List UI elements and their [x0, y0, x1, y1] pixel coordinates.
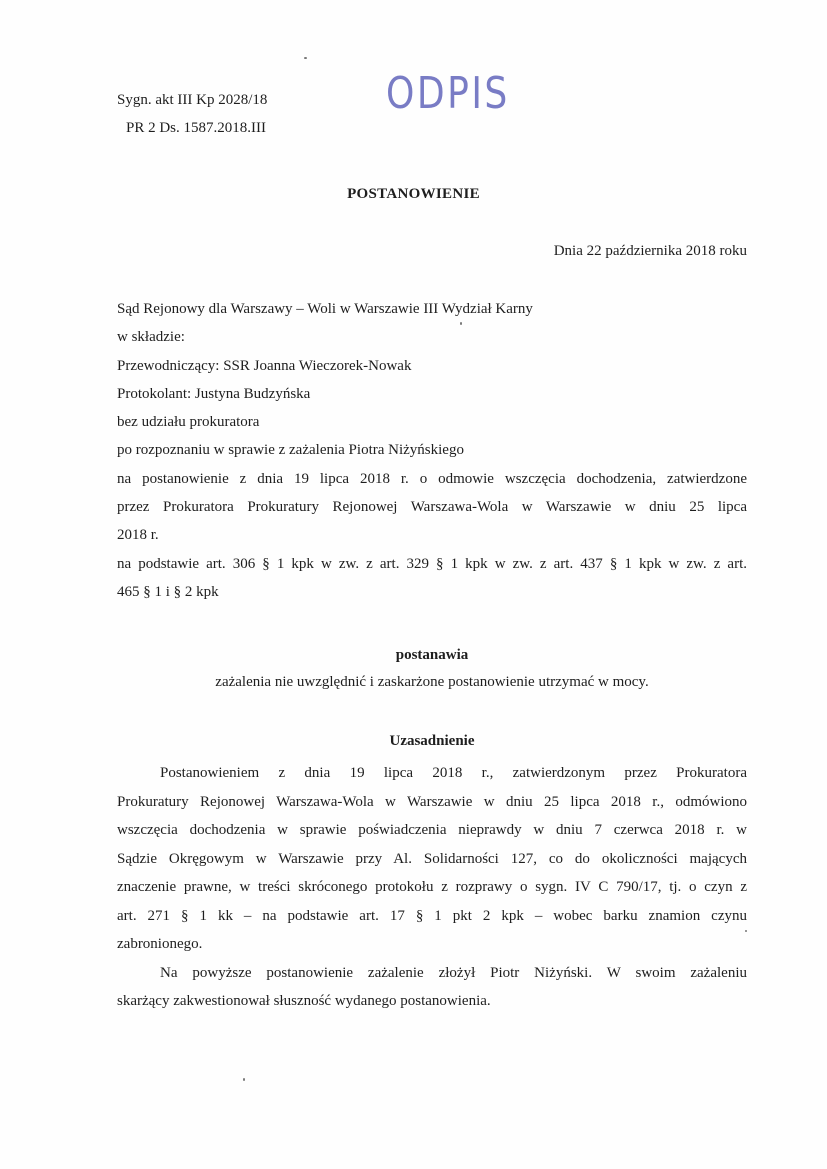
reasons-line: Sądzie Okręgowym w Warszawie przy Al. Solidarności 127, co do okoliczności mających [117, 850, 747, 867]
court-composition [117, 295, 747, 606]
reasons-heading: Uzasadnienie [389, 733, 475, 749]
scan-speck [460, 322, 462, 325]
legal-basis-line: 465 § 1 i § 2 kpk [117, 583, 219, 600]
case-signature: Sygn. akt III Kp 2028/18 [117, 92, 268, 108]
reasons-line: znaczenie prawne, w treści skróconego protokołu z rozprawy o sygn. IV C 790/17, tj. o czyn z [117, 879, 747, 895]
document-date: Dnia 22 października 2018 roku [553, 243, 747, 259]
scan-speck [243, 1078, 245, 1081]
reasons-line: skarżący zakwestionował słuszność wydanego postanowienia. [117, 993, 491, 1009]
reasons-line: Prokuratury Rejonowej Warszawa-Wola w Warszawie w dniu 25 lipca 2018 r., odmówiono [117, 793, 747, 810]
decision-line: przez Prokuratora Prokuratury Rejonowej Warszawa-Wola w Warszawie w dniu 25 lipca [117, 499, 747, 516]
prosecutor-reference: PR 2 Ds. 1587.2018.III [126, 120, 267, 136]
reasons-body [117, 759, 747, 1016]
reasons-line: Postanowieniem z dnia 19 lipca 2018 r., zatwierdzonym przez Prokuratora [160, 765, 747, 781]
reasons-line: Na powyższe postanowienie zażalenie złożył Piotr Niżyński. W swoim zażaleniu [160, 964, 747, 981]
reasons-line: wszczęcia dochodzenia w sprawie poświadczenia nieprawdy w dniu 7 czerwca 2018 r. w [117, 822, 747, 838]
scan-speck [304, 57, 307, 59]
presiding-judge-line: Przewodniczący: SSR Joanna Wieczorek-Nowak [117, 357, 412, 374]
appeal-line: po rozpoznaniu w sprawie z zażalenia Piotra Niżyńskiego [117, 442, 464, 459]
court-line: Sąd Rejonowy dla Warszawy – Woli w Warszawie III Wydział Karny [117, 301, 533, 317]
decision-line: 2018 r. [117, 527, 159, 544]
legal-basis-line: na podstawie art. 306 § 1 kpk w zw. z art. 329 § 1 kpk w zw. z art. 437 § 1 kpk w zw. z art. [117, 555, 747, 572]
ruling-text: zażalenia nie uwzględnić i zaskarżone postanowienie utrzymać w mocy. [215, 674, 649, 690]
case-numbers [117, 86, 267, 142]
scan-speck [745, 930, 747, 932]
decision-line: na postanowienie z dnia 19 lipca 2018 r. o odmowie wszczęcia dochodzenia, zatwierdzone [117, 470, 747, 487]
prosecutor-absence-line: bez udziału prokuratora [117, 414, 260, 431]
odpis-stamp: ODPIS [386, 68, 510, 119]
composition-line: w składzie: [117, 329, 185, 346]
document-title: POSTANOWIENIE [347, 186, 480, 202]
ruling-heading: postanawia [395, 647, 469, 663]
reasons-line: art. 271 § 1 kk – na podstawie art. 17 § 1 pkt 2 kpk – wobec barku znamion czynu [117, 907, 747, 924]
reasons-line: zabronionego. [117, 936, 203, 952]
clerk-line: Protokolant: Justyna Budzyńska [117, 385, 311, 402]
